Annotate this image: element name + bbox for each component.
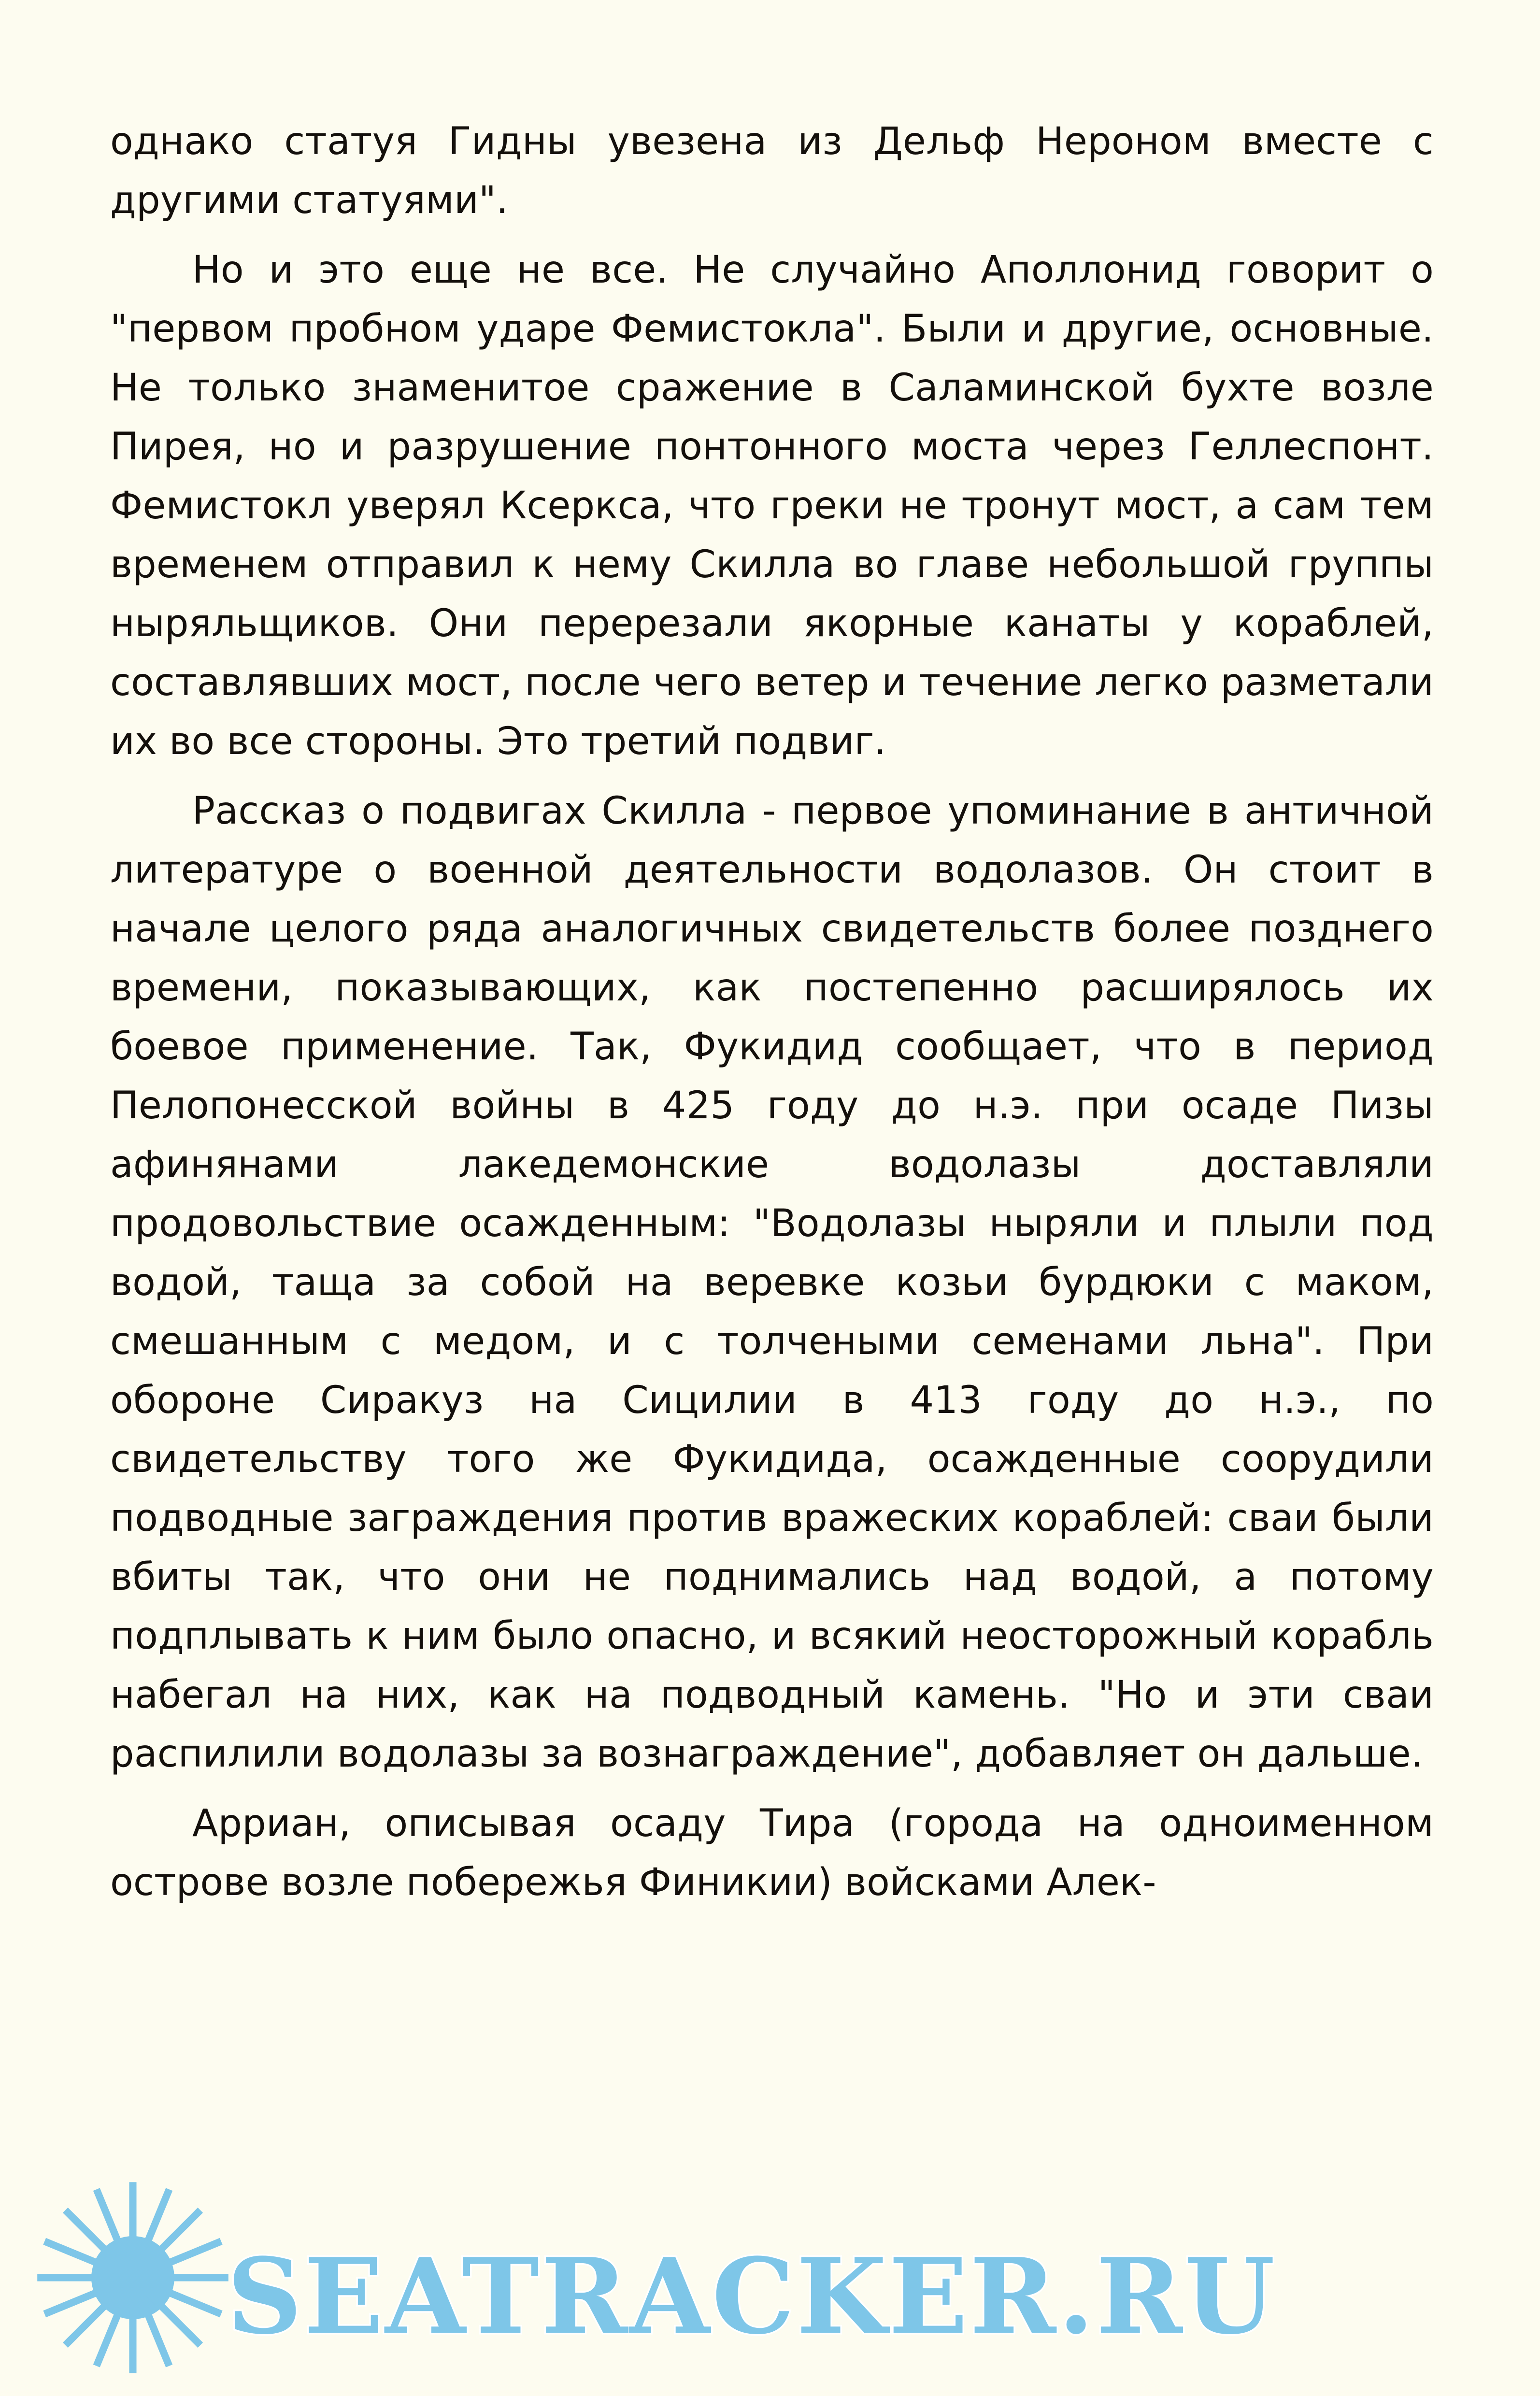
paragraph: однако статуя Гидны увезена из Дельф Нероном вместе с другими статуями".	[110, 120, 1434, 222]
watermark-text: SEATRACKER.RU	[227, 2235, 1277, 2357]
paragraph: Рассказ о подвигах Скилла - первое упоминание в античной литературе о военной деятельности водолазов. Он стоит в начале целого ряда аналогичных свидетельств более позднего времени, показывающих, как постепенно расширялось их боевое применение. Так, Фукидид сообщает, что в период Пелопонесской войны в 425 году до н.э. при осаде Пизы афинянами лакедемонские водолазы доставляли продовольствие осажденным: "Водолазы ныряли и плыли под водой, таща за собой на веревке козьи бурдюки с маком, смешанным с медом, и с толчеными семенами льна". При обороне Сиракуз на Сицилии в 413 году до н.э., по свидетельству того же Фукидида, осажденные соорудили подводные заграждения против вражеских кораблей: сваи были вбиты так, что они не поднимались над водой, а потому подплывать к ним было опасно, и всякий неосторожный корабль набегал на них, как на подводный камень. "Но и эти сваи распилили водолазы за вознаграждение", добавляет он дальше.	[110, 789, 1434, 1776]
paragraph: Арриан, описывая осаду Тира (города на одноименном острове возле побережья Финикии) войсками Алек-	[110, 1802, 1434, 1904]
paragraph: Но и это еще не все. Не случайно Аполлонид говорит о "первом пробном ударе Фемистокла". Были и другие, основные. Не только знаменитое сражение в Саламинской бухте возле Пирея, но и разрушение понтонного моста через Геллеспонт. Фемистокл уверял Ксеркса, что греки не тронут мост, а сам тем временем отправил к нему Скилла во главе небольшой группы ныряльщиков. Они перерезали якорные канаты у кораблей, составлявших мост, после чего ветер и течение легко разметали их во все стороны. Это третий подвиг.	[110, 248, 1434, 763]
body-text-column	[110, 112, 1434, 1912]
watermark	[0, 2125, 1540, 2396]
sun-burst-icon	[29, 2174, 237, 2382]
